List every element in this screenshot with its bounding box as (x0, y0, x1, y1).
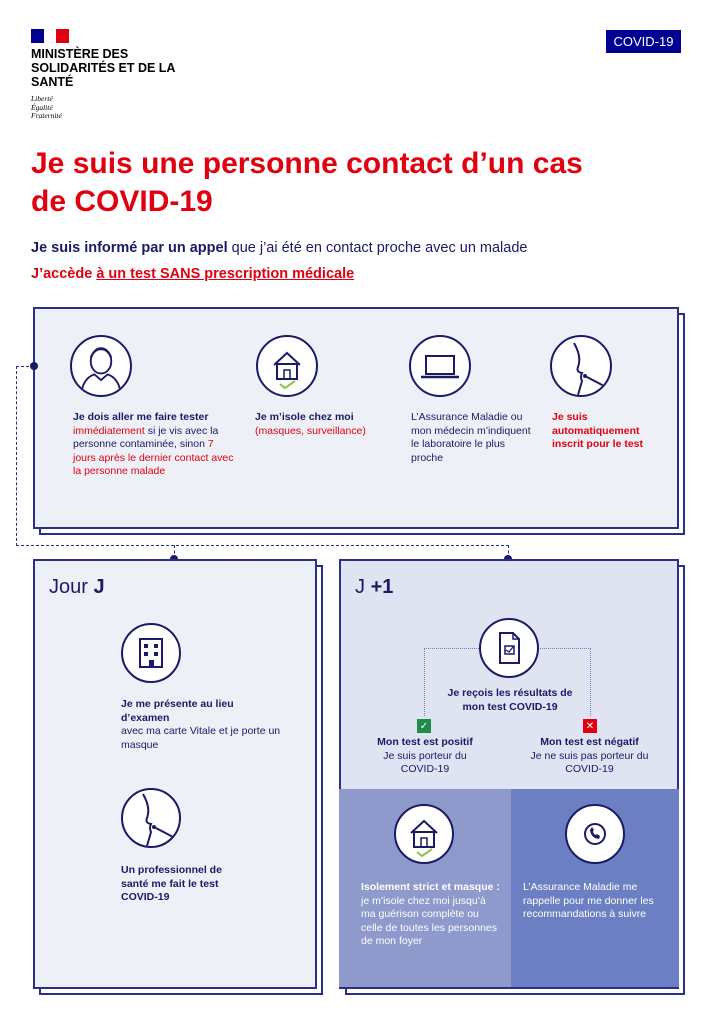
building-icon (121, 623, 181, 683)
step-1-text: Je dois aller me faire tester immédiatement si je vis avec la personne contaminée, sinon 7 jours après le dernier contact avec la personne malade (73, 411, 234, 477)
day-j1-label: J +1 (355, 576, 394, 598)
intro-line-1: Je suis informé par un appel que j’ai été en contact proche avec un malade (31, 240, 528, 256)
intro-line-2: J’accède à un test SANS prescription médicale (31, 266, 355, 282)
negative-result: Mon test est négatif Je ne suis pas porteur du COVID-19 (530, 736, 649, 775)
step-2-text: Je m’isole chez moi (masques, surveillance) (255, 411, 366, 437)
nose-swab-icon (121, 788, 181, 848)
house-check-icon (394, 804, 454, 864)
nose-swab-icon (550, 335, 612, 397)
results-text: Je reçois les résultats de mon test COVID-19 (447, 687, 573, 713)
day-j-item-1: Je me présente au lieu d’examen avec ma carte Vitale et je porte un masque (121, 698, 281, 751)
positive-result: Mon test est positif Je suis porteur du COVID-19 (377, 736, 473, 775)
laptop-icon (409, 335, 471, 397)
french-flag-logo (31, 29, 69, 43)
step-3-text: L’Assurance Maladie ou mon médecin m’indiquent le laboratoire le plus proche (411, 411, 531, 464)
phone-icon (565, 804, 625, 864)
person-icon (70, 335, 132, 397)
day-j-label: Jour J (49, 576, 105, 598)
connector-line (590, 648, 591, 716)
connector-line (16, 545, 509, 546)
connector-line (16, 366, 17, 546)
day-j-panel (33, 559, 317, 989)
isolation-text: Isolement strict et masque : je m’isole chez moi jusqu’à ma guérison complète ou celle de toutes les personnes de mon foyer (361, 881, 500, 947)
check-icon: ✓ (417, 719, 431, 733)
house-check-icon (256, 335, 318, 397)
covid-tag: COVID-19 (606, 30, 681, 53)
republic-motto: Liberté Égalité Fraternité (31, 94, 62, 120)
day-j-item-2: Un professionnel de santé me fait le test COVID-19 (121, 864, 222, 903)
connector-dot (30, 362, 38, 370)
document-icon (479, 618, 539, 678)
connector-line (424, 648, 425, 716)
ministry-name: MINISTÈRE DES SOLIDARITÉS ET DE LA SANTÉ (31, 47, 175, 89)
page-title: Je suis une personne contact d’un cas de COVID-19 (31, 147, 583, 218)
callback-text: L’Assurance Maladie me rappelle pour me donner les recommandations à suivre (523, 881, 654, 920)
cross-icon: ✕ (583, 719, 597, 733)
step-4-text: Je suis automatiquement inscrit pour le test (552, 411, 644, 450)
